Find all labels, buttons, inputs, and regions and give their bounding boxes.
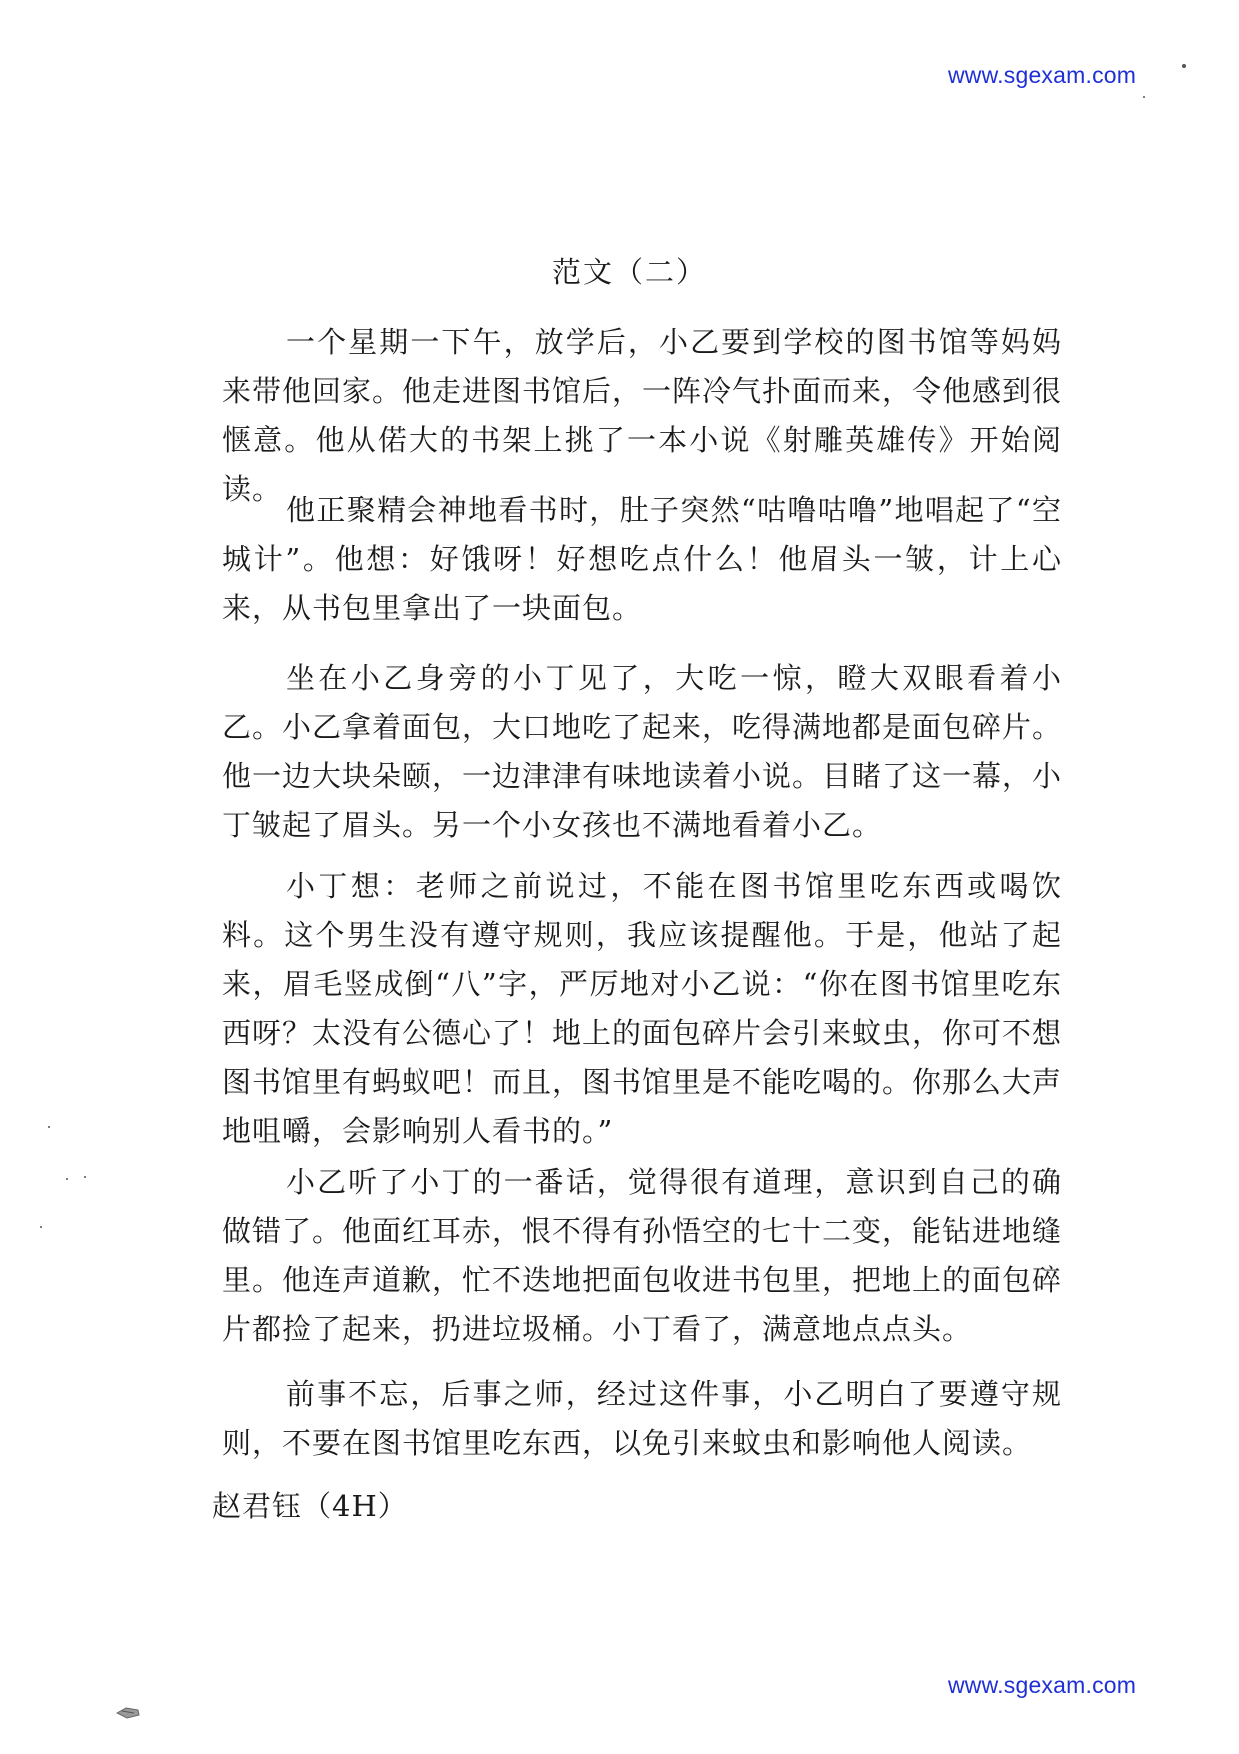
page-title: 范文（二） — [551, 255, 707, 289]
paragraph: 坐在小乙身旁的小丁见了，大吃一惊，瞪大双眼看着小乙。小乙拿着面包，大口地吃了起来，吃得满地都是面包碎片。他一边大块朵颐，一边津津有味地读着小说。目睹了这一幕，小丁皱起了眉头。另一个小女孩也不满地看着小乙。 — [222, 661, 1063, 842]
scan-speck — [1143, 96, 1145, 98]
paragraph: 小乙听了小丁的一番话，觉得很有道理，意识到自己的确做错了。他面红耳赤，恨不得有孙悟空的七十二变，能钻进地缝里。他连声道歉，忙不迭地把面包收进书包里，把地上的面包碎片都捡了起来，扔进垃圾桶。小丁看了，满意地点点头。 — [222, 1165, 1063, 1346]
author-signature: 赵君钰（4H） — [212, 1489, 408, 1523]
scan-speck — [48, 1126, 50, 1128]
paragraph: 前事不忘，后事之师，经过这件事，小乙明白了要遵守规则，不要在图书馆里吃东西，以免引来蚊虫和影响他人阅读。 — [222, 1377, 1062, 1460]
scan-artifact-mark — [116, 1706, 140, 1720]
paragraph: 他正聚精会神地看书时，肚子突然“咕噜咕噜”地唱起了“空城计”。他想：好饿呀！好想吃点什么！他眉头一皱，计上心来，从书包里拿出了一块面包。 — [222, 493, 1062, 625]
watermark-bottom: www.sgexam.com — [948, 1672, 1137, 1698]
scan-speck — [84, 1176, 86, 1178]
paragraph: 一个星期一下午，放学后，小乙要到学校的图书馆等妈妈来带他回家。他走进图书馆后，一阵冷气扑面而来，令他感到很惬意。他从偌大的书架上挑了一本小说《射雕英雄传》开始阅读。 — [222, 325, 1063, 506]
scan-speck — [40, 1226, 42, 1228]
watermark-top: www.sgexam.com — [948, 62, 1137, 88]
scan-speck — [66, 1178, 68, 1180]
scan-speck — [1182, 64, 1186, 68]
paragraph: 小丁想：老师之前说过，不能在图书馆里吃东西或喝饮料。这个男生没有遵守规则，我应该提醒他。于是，他站了起来，眉毛竖成倒“八”字，严厉地对小乙说：“你在图书馆里吃东西呀？太没有公德心了！地上的面包碎片会引来蚊虫，你可不想图书馆里有蚂蚁吧！而且，图书馆里是不能吃喝的。你那么大声地咀嚼，会影响别人看书的。” — [222, 869, 1063, 1148]
